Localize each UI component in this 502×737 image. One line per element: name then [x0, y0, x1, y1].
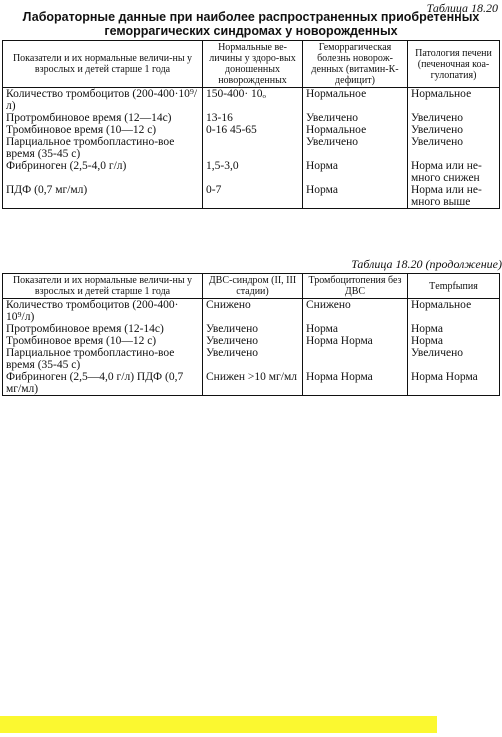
highlight-bar [0, 716, 437, 733]
lab-data-table-1 [2, 40, 500, 209]
table-cell: Нормальное [303, 88, 408, 113]
column-header: Тempfыпия [408, 274, 500, 299]
table-cell: Нормальное [408, 88, 500, 113]
table-cell: Протромбиновое время (12-14с) [3, 323, 203, 335]
table-cell: 150-400· 10ₒ [203, 88, 303, 113]
table-cell: Увеличено Увеличено [203, 335, 303, 371]
table-row [3, 112, 500, 124]
table-cell: Снижено [203, 299, 303, 324]
table-cell: Норма [303, 323, 408, 335]
table-row [3, 124, 500, 160]
table-cell: Норма [303, 184, 408, 209]
table-cell: Увеличено [303, 112, 408, 124]
table-cell: 0-16 45-65 [203, 124, 303, 160]
column-header: Показатели и их нормальные величи-ны у взрослых и детей старше 1 года [3, 274, 203, 299]
title-line-2: геморрагических синдромах у новорожденных [104, 24, 398, 38]
table-row [3, 371, 500, 396]
table-row [3, 160, 500, 184]
table-cell: Норма Увеличено [408, 335, 500, 371]
table-cell: Нормальное [408, 299, 500, 324]
column-header: Показатели и их нормальные величи-ны у взрослых и детей старше 1 года [3, 41, 203, 88]
lab-data-table-2 [2, 273, 500, 396]
table-title [0, 10, 502, 38]
table-cell: Увеличено [203, 323, 303, 335]
table-cell: Норма Норма [303, 335, 408, 371]
table-cell: 0-7 [203, 184, 303, 209]
table-cell: Снижен >10 мг/мл [203, 371, 303, 396]
table-cell: Фибриноген (2,5—4,0 г/л) ПДФ (0,7 мг/мл) [3, 371, 203, 396]
table-cell: Протромбиновое время (12—14с) [3, 112, 203, 124]
table-row [3, 88, 500, 113]
title-line-1: Лабораторные данные при наиболее распространенных приобретенных [22, 10, 480, 24]
table-cell: Увеличено Увеличено [408, 124, 500, 160]
table-cell: Норма Норма [408, 371, 500, 396]
table-cell: Тромбиновое время (10—12 с) Парциальное тромбопластино-вое время (35-45 с) [3, 335, 203, 371]
column-header: Геморрагическая болезнь новорож-денных (витамин-К-дефицит) [303, 41, 408, 88]
table-cell: Тромбиновое время (10—12 с) Парциальное тромбопластино-вое время (35-45 с) [3, 124, 203, 160]
column-header: Патология печени (печеночная коа-гулопатия) [408, 41, 500, 88]
table-cell: 1,5-3,0 [203, 160, 303, 184]
table-cell: Увеличено [408, 112, 500, 124]
table-cell: Норма Норма [303, 371, 408, 396]
table-cell: Норма [303, 160, 408, 184]
table-cell: Норма или не-много снижен [408, 160, 500, 184]
table-cell: Снижено [303, 299, 408, 324]
column-header: Нормальные ве-личины у здоро-вых доношенных новорожденных [203, 41, 303, 88]
table-row [3, 184, 500, 209]
table-cell: Фибриноген (2,5-4,0 г/л) [3, 160, 203, 184]
table-cell: Норма или не-много выше [408, 184, 500, 209]
table-cell: Норма [408, 323, 500, 335]
table-cell: ПДФ (0,7 мг/мл) [3, 184, 203, 209]
table-cell: Количество тромбоцитов (200-400·10⁹/л) [3, 88, 203, 113]
table-cell: Нормальное Увеличено [303, 124, 408, 160]
table-row [3, 335, 500, 371]
table-row [3, 323, 500, 335]
table-cell: 13-16 [203, 112, 303, 124]
table-row [3, 299, 500, 324]
column-header: ДВС-синдром (II, III стадии) [203, 274, 303, 299]
table-caption-continued: Таблица 18.20 (продолжение) [351, 257, 502, 271]
column-header: Тромбоцитопения без ДВС [303, 274, 408, 299]
table-caption: Таблица 18.20 [426, 1, 498, 15]
table-cell: Количество тромбоцитов (200-400· 10⁹/л) [3, 299, 203, 324]
